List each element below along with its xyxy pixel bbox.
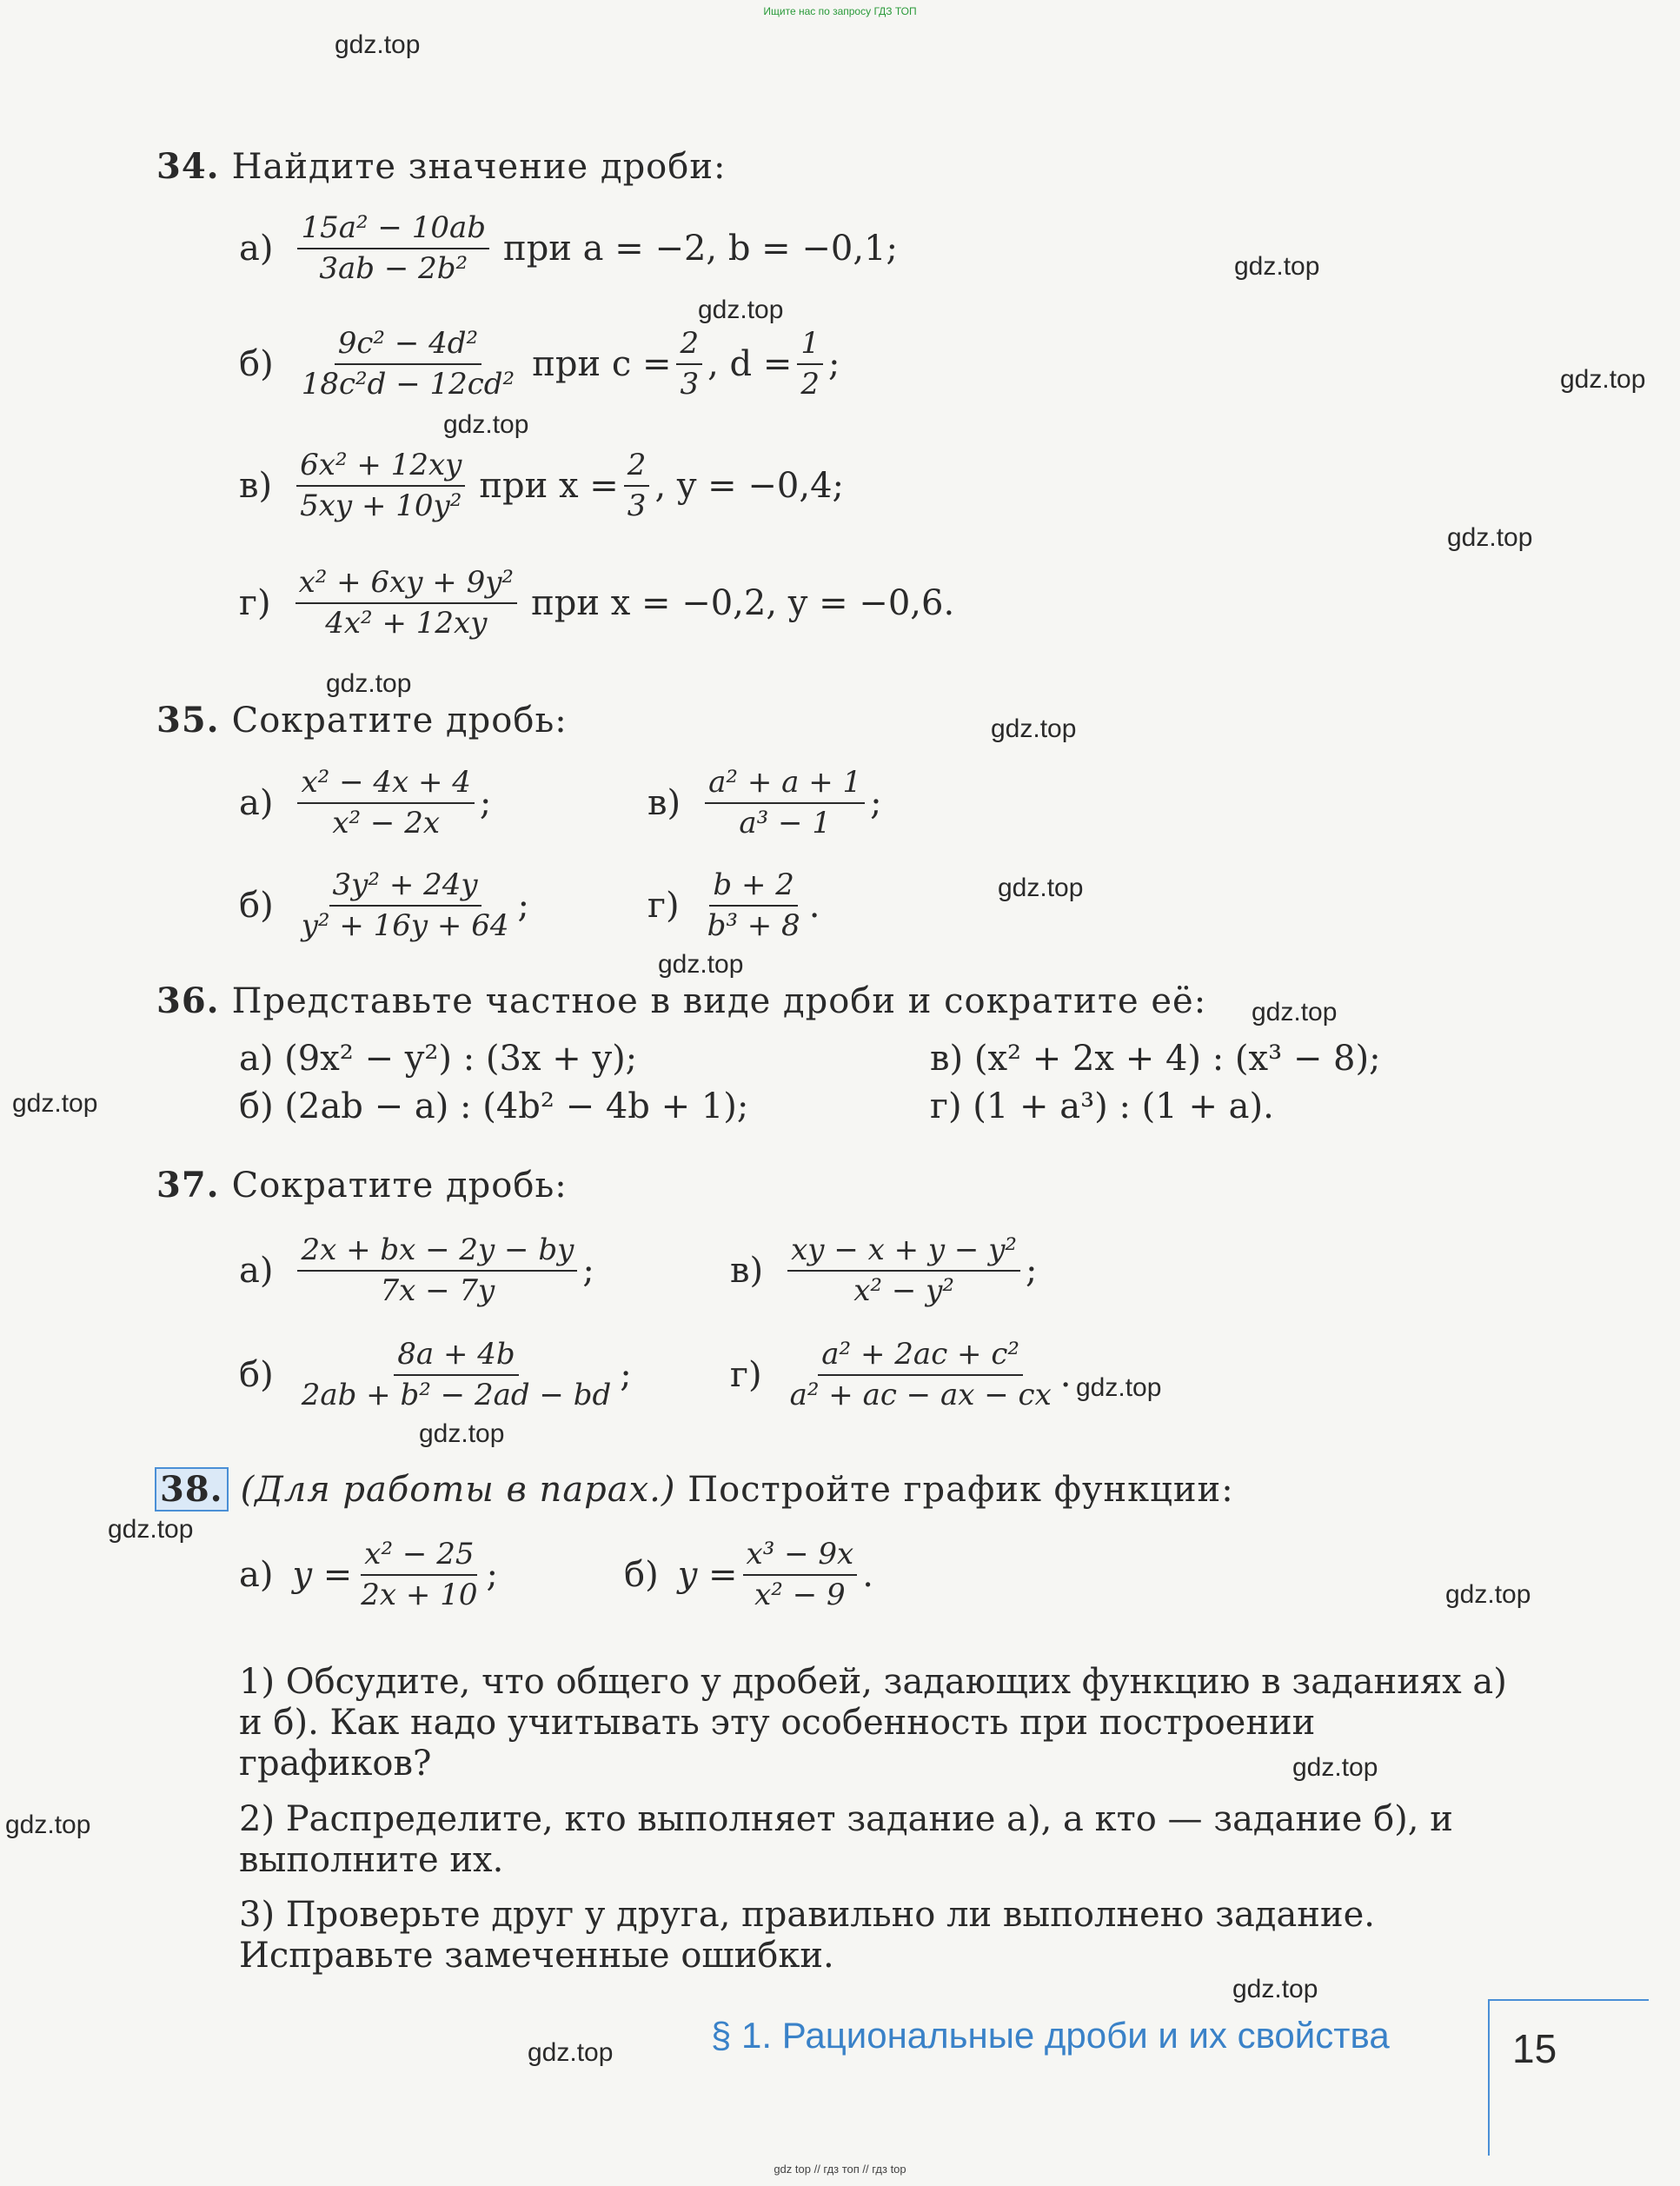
fraction: $\frac{\text{x³ − 9x}}{\text{x² − 9}}$: [743, 1537, 858, 1613]
task-34c: [239, 448, 844, 524]
item-label: в): [730, 1250, 764, 1291]
condition: , y = −0,4;: [654, 465, 845, 506]
footer-note: gdz top // гдз топ // гдз top: [774, 2163, 906, 2176]
fraction: $\frac{\text{a² + 2ac + c²}}{\text{a² + ac − ax − cx}}$: [789, 1337, 1052, 1412]
page-divider: [1488, 1999, 1490, 2156]
function-lhs: y =: [677, 1554, 738, 1595]
fraction: $\frac{1}{2}$: [797, 326, 823, 402]
condition: при a = −2, b = −0,1;: [503, 228, 899, 269]
task-text: Сократите дробь:: [231, 1166, 568, 1206]
item-label: а): [239, 1554, 274, 1595]
fraction: $\frac{\text{3y² + 24y}}{\text{y² + 16y + 64}}$: [301, 867, 509, 943]
fraction: $\frac{\text{x² − 4x + 4}}{\text{x² − 2x}}$: [297, 765, 474, 841]
watermark: gdz.top: [1234, 252, 1320, 281]
task-36b: б) (2ab − a) : (4b² − 4b + 1);: [239, 1086, 749, 1126]
fraction: $\frac{\text{x² − 25}}{2x + 10}$: [361, 1537, 478, 1612]
punct: .: [1059, 1354, 1072, 1395]
watermark: gdz.top: [528, 2038, 614, 2067]
watermark: gdz.top: [1445, 1580, 1531, 1609]
condition: при c =: [532, 343, 672, 384]
task-35c: [647, 765, 882, 841]
watermark: gdz.top: [658, 950, 744, 979]
watermark: gdz.top: [108, 1515, 194, 1544]
item-label: г): [730, 1354, 762, 1395]
watermark: gdz.top: [1292, 1753, 1378, 1782]
task-35d: [647, 867, 820, 944]
fraction: $\frac{2x + bx - 2y - by}{7x - 7y}$: [297, 1233, 577, 1309]
condition: при x = −0,2, y = −0,6.: [531, 582, 955, 623]
watermark: gdz.top: [1232, 1975, 1318, 2003]
watermark: gdz.top: [419, 1419, 505, 1448]
watermark: gdz.top: [1560, 365, 1646, 394]
task-text: Представьте частное в виде дроби и сократите её:: [231, 981, 1207, 1021]
fraction: $\frac{2}{3}$: [624, 448, 650, 524]
punct: ;: [517, 885, 529, 926]
watermark: gdz.top: [998, 874, 1084, 902]
task-36-heading: [156, 980, 1206, 1021]
task-38-step-1: 1) Обсудите, что общего у дробей, задающих функцию в заданиях а) и б). Как надо учитывать эту особенность при построении графиков?: [239, 1662, 1507, 1784]
task-38-step-3: 3) Проверьте друг у друга, правильно ли выполнено задание. Исправьте замеченные ошибки.: [239, 1895, 1375, 1976]
punct: ;: [582, 1250, 594, 1291]
task-number: 34.: [156, 146, 220, 187]
watermark: gdz.top: [5, 1811, 91, 1839]
fraction: $\frac{\text{x² + 6xy + 9y²}}{\text{4x² + 12xy}}$: [295, 565, 518, 641]
task-number: 35.: [156, 700, 220, 741]
condition: , d =: [707, 343, 793, 384]
task-35b: [239, 867, 529, 944]
item-label: б): [239, 343, 274, 384]
watermark: gdz.top: [335, 30, 421, 59]
task-37b: [239, 1337, 632, 1413]
watermark: gdz.top: [443, 410, 529, 439]
punct: ;: [486, 1554, 498, 1595]
task-36d: г) (1 + a³) : (1 + a).: [930, 1086, 1274, 1126]
watermark: gdz.top: [698, 296, 784, 324]
punct: ;: [870, 782, 882, 823]
task-text: Постройте график функции:: [687, 1470, 1234, 1510]
task-35a: [239, 765, 491, 841]
task-34d: [239, 565, 954, 641]
task-34b: [239, 326, 840, 402]
watermark: gdz.top: [326, 669, 412, 698]
fraction: $\frac{\text{a² + a + 1}}{\text{a³ − 1}}$: [705, 765, 865, 841]
punct: ;: [1026, 1250, 1038, 1291]
watermark: gdz.top: [1252, 998, 1338, 1027]
task-34-heading: [156, 146, 726, 187]
task-number: 38.: [155, 1467, 229, 1512]
fraction: $\frac{\text{15a² − 10ab}}{\text{3ab − 2b²}}$: [297, 210, 489, 287]
watermark: gdz.top: [1076, 1373, 1162, 1402]
watermark: gdz.top: [12, 1089, 98, 1118]
task-37c: [730, 1233, 1038, 1309]
task-37d: [730, 1337, 1071, 1413]
fraction: $\frac{\text{6x² + 12xy}}{\text{5xy + 10y²}}$: [296, 448, 465, 524]
task-text: Найдите значение дроби:: [231, 147, 727, 187]
watermark: gdz.top: [991, 714, 1077, 743]
task-number: 37.: [156, 1165, 220, 1206]
task-38b: [624, 1537, 873, 1613]
task-37a: [239, 1233, 594, 1309]
fraction: $\frac{8a + 4b}{\text{2ab + b² − 2ad − bd}}$: [301, 1337, 612, 1412]
task-36c: в) (x² + 2x + 4) : (x³ − 8);: [930, 1039, 1381, 1079]
item-label: а): [239, 228, 274, 269]
fraction: $\frac{b + 2}{\text{b³ + 8}}$: [707, 867, 800, 943]
watermark: gdz.top: [1447, 523, 1533, 552]
fraction: $\frac{\text{xy − x + y − y²}}{\text{x² − y²}}$: [787, 1233, 1020, 1309]
punct: ;: [479, 782, 492, 823]
task-36a: а) (9x² − y²) : (3x + y);: [239, 1039, 638, 1079]
task-number: 36.: [156, 980, 220, 1021]
item-label: а): [239, 782, 274, 823]
punct: ;: [620, 1354, 632, 1395]
task-37-heading: [156, 1165, 568, 1206]
task-35-heading: [156, 700, 568, 741]
fraction: $\frac{2}{3}$: [676, 326, 702, 402]
item-label: б): [239, 1354, 274, 1395]
item-label: г): [647, 885, 680, 926]
item-label: а): [239, 1250, 274, 1291]
punct: .: [808, 885, 820, 926]
condition: ;: [828, 343, 840, 384]
item-label: в): [239, 465, 273, 506]
task-38a: [239, 1537, 498, 1613]
task-38-step-2: 2) Распределите, кто выполняет задание а), а кто — задание б), и выполните их.: [239, 1799, 1453, 1880]
fraction: $\frac{\text{9c² − 4d²}}{\text{18c²d − 12cd²}}$: [301, 326, 515, 402]
task-note: (Для работы в парах.): [240, 1470, 676, 1510]
item-label: б): [239, 885, 274, 926]
item-label: в): [647, 782, 681, 823]
item-label: б): [624, 1554, 659, 1595]
task-text: Сократите дробь:: [231, 701, 568, 741]
item-label: г): [239, 582, 271, 623]
task-38-heading: [155, 1469, 1234, 1510]
page-divider: [1488, 1999, 1649, 2001]
page-number: 15: [1512, 2026, 1557, 2071]
header-note: Ищите нас по запросу ГДЗ ТОП: [763, 5, 917, 17]
section-title: § 1. Рациональные дроби и их свойства: [711, 2015, 1390, 2056]
task-34a: [239, 210, 898, 287]
function-lhs: y =: [292, 1554, 353, 1595]
condition: при x =: [479, 465, 619, 506]
punct: .: [862, 1554, 873, 1595]
